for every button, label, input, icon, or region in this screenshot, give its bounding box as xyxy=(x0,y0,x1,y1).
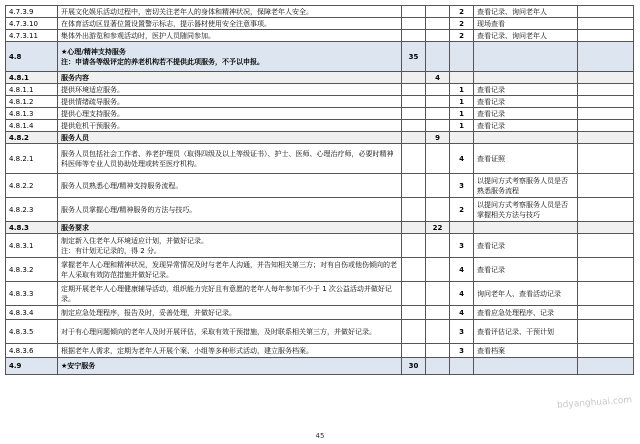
requirement-cell xyxy=(58,132,402,144)
subsection-score xyxy=(426,358,450,375)
requirement-cell xyxy=(58,72,402,84)
subsection-score xyxy=(426,344,450,358)
table-row xyxy=(6,30,634,42)
item-score: 1 xyxy=(450,108,474,120)
item-number: 4.7.3.10 xyxy=(6,18,58,30)
remarks-cell xyxy=(578,18,634,30)
section-row xyxy=(6,42,634,72)
requirement-cell xyxy=(58,344,402,358)
evaluation-method: 查看记录 xyxy=(474,234,578,258)
table-row xyxy=(6,18,634,30)
evaluation-method: 查看评估记录、干预计划 xyxy=(474,320,578,344)
requirement-text: 服务内容 xyxy=(61,73,89,82)
requirement-cell xyxy=(58,96,402,108)
requirement-text: 根据老年人需求，定期为老年人开展个案、小组等多种形式活动，建立服务档案。 xyxy=(61,346,313,355)
remarks-cell xyxy=(578,306,634,320)
requirement-cell xyxy=(58,108,402,120)
remarks-cell xyxy=(578,282,634,306)
remarks-cell xyxy=(578,108,634,120)
table-row xyxy=(6,174,634,198)
evaluation-method xyxy=(474,132,578,144)
evaluation-method xyxy=(474,42,578,72)
item-score xyxy=(450,42,474,72)
requirement-text: 服务人员掌握心理/精神服务的方法与技巧。 xyxy=(61,205,197,214)
requirement-cell xyxy=(58,234,402,258)
evaluation-method: 查看应急处理程序、记录 xyxy=(474,306,578,320)
remarks-cell xyxy=(578,144,634,174)
table-row xyxy=(6,6,634,18)
requirement-text: 提供心理支持服务。 xyxy=(61,109,124,118)
item-score: 2 xyxy=(450,30,474,42)
subsection-score: 22 xyxy=(426,222,450,234)
remarks-cell xyxy=(578,120,634,132)
requirement-cell xyxy=(58,258,402,282)
item-number: 4.8.3.3 xyxy=(6,282,58,306)
evaluation-method: 查看档案 xyxy=(474,344,578,358)
watermark: bdyanghuai.com xyxy=(556,395,633,411)
section-score xyxy=(402,320,426,344)
requirement-text: 在体育活动区显著位置设置警示标志，提示器材使用安全注意事项。 xyxy=(61,19,271,28)
evaluation-method: 查看记录 xyxy=(474,120,578,132)
section-score xyxy=(402,306,426,320)
evaluation-method: 以提问方式考察服务人员是否熟悉服务流程 xyxy=(474,174,578,198)
requirement-cell xyxy=(58,84,402,96)
subsection-score xyxy=(426,306,450,320)
subsection-score xyxy=(426,96,450,108)
remarks-cell xyxy=(578,42,634,72)
section-score xyxy=(402,6,426,18)
item-number: 4.8.1 xyxy=(6,72,58,84)
requirement-text: 服务人员包括社会工作者、养老护理员（取得四级及以上等级证书）、护士、医师、心理治疗师，必要时精神科医师等专业人员协助处理或转至医疗机构。 xyxy=(61,149,394,168)
section-score: 30 xyxy=(402,358,426,375)
item-number: 4.7.3.11 xyxy=(6,30,58,42)
subsection-score xyxy=(426,144,450,174)
item-number: 4.8.1.2 xyxy=(6,96,58,108)
subsection-score xyxy=(426,282,450,306)
subsection-score xyxy=(426,84,450,96)
section-score xyxy=(402,18,426,30)
subsection-score xyxy=(426,320,450,344)
remarks-cell xyxy=(578,258,634,282)
section-score xyxy=(402,72,426,84)
requirement-cell xyxy=(58,358,402,375)
subsection-score: 9 xyxy=(426,132,450,144)
section-score xyxy=(402,234,426,258)
evaluation-method xyxy=(474,72,578,84)
item-number: 4.9 xyxy=(6,358,58,375)
evaluation-method xyxy=(474,358,578,375)
evaluation-method: 查看记录 xyxy=(474,84,578,96)
table-row xyxy=(6,96,634,108)
remarks-cell xyxy=(578,30,634,42)
standards-table xyxy=(5,5,634,375)
table-row xyxy=(6,144,634,174)
table-row xyxy=(6,234,634,258)
item-score xyxy=(450,358,474,375)
item-number: 4.8.2.1 xyxy=(6,144,58,174)
evaluation-method: 查看记录、询问老年人 xyxy=(474,6,578,18)
item-number: 4.8.2 xyxy=(6,132,58,144)
item-score: 2 xyxy=(450,18,474,30)
requirement-text: 对于有心理问题倾向的老年人及时开展评估，采取有效干预措施，及时联系相关第三方，并做好记录。 xyxy=(61,327,376,336)
item-number: 4.8.3.4 xyxy=(6,306,58,320)
remarks-cell xyxy=(578,96,634,108)
item-score: 2 xyxy=(450,198,474,222)
requirement-text: ★心理/精神支持服务 xyxy=(61,47,126,56)
subsection-score: 4 xyxy=(426,72,450,84)
item-score: 3 xyxy=(450,234,474,258)
remarks-cell xyxy=(578,132,634,144)
requirement-cell xyxy=(58,198,402,222)
item-score: 4 xyxy=(450,258,474,282)
requirement-cell xyxy=(58,30,402,42)
item-score: 4 xyxy=(450,144,474,174)
section-score xyxy=(402,174,426,198)
requirement-cell xyxy=(58,320,402,344)
item-score: 4 xyxy=(450,282,474,306)
table-row xyxy=(6,320,634,344)
requirement-text: 制定应急处理程序，报告及时，妥善处理，并做好记录。 xyxy=(61,308,236,317)
remarks-cell xyxy=(578,84,634,96)
requirement-cell xyxy=(58,120,402,132)
requirement-cell xyxy=(58,42,402,72)
requirement-text: 服务人员 xyxy=(61,133,89,142)
evaluation-method: 以提问方式考察服务人员是否掌握相关方法与技巧 xyxy=(474,198,578,222)
table-row xyxy=(6,120,634,132)
requirement-note: 注：有计划无记录的，得 2 分。 xyxy=(61,246,161,255)
section-score xyxy=(402,120,426,132)
section-score xyxy=(402,132,426,144)
requirement-cell xyxy=(58,6,402,18)
subsection-score xyxy=(426,18,450,30)
remarks-cell xyxy=(578,234,634,258)
subsection-score xyxy=(426,120,450,132)
subsection-score xyxy=(426,108,450,120)
item-score: 3 xyxy=(450,174,474,198)
remarks-cell xyxy=(578,72,634,84)
item-number: 4.8.1.3 xyxy=(6,108,58,120)
evaluation-method: 查看证照 xyxy=(474,144,578,174)
item-number: 4.8.3.6 xyxy=(6,344,58,358)
requirement-text: 掌握老年人心理和精神状况，发现异常情况及时与老年人沟通，并告知相关第三方；对有自伤或他伤倾向的老年人采取有效防范措施并做好记录。 xyxy=(61,260,397,279)
remarks-cell xyxy=(578,198,634,222)
item-number: 4.8.3.1 xyxy=(6,234,58,258)
item-score: 1 xyxy=(450,96,474,108)
requirement-text: 定期开展老年人心理健康辅导活动，组织能力完好且有意愿的老年人每年参加不少于 1 次公益活动并做好记录。 xyxy=(61,284,392,303)
item-score: 4 xyxy=(450,306,474,320)
item-score xyxy=(450,132,474,144)
requirement-cell xyxy=(58,222,402,234)
item-score: 1 xyxy=(450,84,474,96)
subsection-score xyxy=(426,6,450,18)
requirement-text: ★安宁服务 xyxy=(61,362,96,370)
section-score xyxy=(402,344,426,358)
subsection-score xyxy=(426,42,450,72)
requirement-text: 提供环境适应服务。 xyxy=(61,85,124,94)
requirement-text: 开展文化娱乐活动过程中，密切关注老年人的身体和精神状况，保障老年人安全。 xyxy=(61,7,313,16)
subsection-score xyxy=(426,174,450,198)
remarks-cell xyxy=(578,222,634,234)
item-score: 2 xyxy=(450,6,474,18)
item-number: 4.8.1.1 xyxy=(6,84,58,96)
subsection-row xyxy=(6,132,634,144)
page-number: 45 xyxy=(315,432,325,440)
remarks-cell xyxy=(578,344,634,358)
item-number: 4.8.3.2 xyxy=(6,258,58,282)
section-score xyxy=(402,222,426,234)
requirement-text: 集体外出游览和参观活动时，医护人员随同参加。 xyxy=(61,31,215,40)
table-row xyxy=(6,108,634,120)
requirement-note: 注：申请各等级评定的养老机构若不提供此项服务，不予以申报。 xyxy=(61,57,264,66)
item-score xyxy=(450,222,474,234)
section-score xyxy=(402,144,426,174)
section-score xyxy=(402,30,426,42)
section-score xyxy=(402,84,426,96)
item-number: 4.8.2.3 xyxy=(6,198,58,222)
evaluation-method: 查看记录、询问老年人 xyxy=(474,30,578,42)
item-number: 4.8.3.5 xyxy=(6,320,58,344)
remarks-cell xyxy=(578,358,634,375)
evaluation-method xyxy=(474,222,578,234)
table-row xyxy=(6,198,634,222)
requirement-cell xyxy=(58,174,402,198)
section-score xyxy=(402,258,426,282)
evaluation-method: 查看记录 xyxy=(474,96,578,108)
evaluation-method: 询问老年人、查看活动记录 xyxy=(474,282,578,306)
item-score xyxy=(450,72,474,84)
subsection-score xyxy=(426,258,450,282)
evaluation-method: 查看记录 xyxy=(474,258,578,282)
remarks-cell xyxy=(578,6,634,18)
subsection-row xyxy=(6,222,634,234)
subsection-row xyxy=(6,72,634,84)
section-score xyxy=(402,108,426,120)
section-score xyxy=(402,96,426,108)
table-row xyxy=(6,282,634,306)
subsection-score xyxy=(426,30,450,42)
section-score xyxy=(402,282,426,306)
section-row xyxy=(6,358,634,375)
requirement-cell xyxy=(58,282,402,306)
item-number: 4.8 xyxy=(6,42,58,72)
item-score: 1 xyxy=(450,120,474,132)
subsection-score xyxy=(426,234,450,258)
item-score: 3 xyxy=(450,344,474,358)
remarks-cell xyxy=(578,174,634,198)
item-number: 4.8.1.4 xyxy=(6,120,58,132)
item-number: 4.7.3.9 xyxy=(6,6,58,18)
requirement-text: 提供危机干预服务。 xyxy=(61,121,124,130)
requirement-text: 服务人员熟悉心理/精神支持服务流程。 xyxy=(61,181,183,190)
item-number: 4.8.2.2 xyxy=(6,174,58,198)
requirement-text: 服务要求 xyxy=(61,223,89,232)
evaluation-method: 现场查看 xyxy=(474,18,578,30)
section-score xyxy=(402,198,426,222)
requirement-cell xyxy=(58,144,402,174)
item-score: 3 xyxy=(450,320,474,344)
table-body xyxy=(6,6,634,375)
requirement-text: 制定新入住老年人环境适应计划，并做好记录。 xyxy=(61,236,208,245)
table-row xyxy=(6,306,634,320)
table-row xyxy=(6,258,634,282)
remarks-cell xyxy=(578,320,634,344)
item-number: 4.8.3 xyxy=(6,222,58,234)
requirement-cell xyxy=(58,306,402,320)
section-score: 35 xyxy=(402,42,426,72)
evaluation-method: 查看记录 xyxy=(474,108,578,120)
requirement-cell xyxy=(58,18,402,30)
table-row xyxy=(6,344,634,358)
table-row xyxy=(6,84,634,96)
requirement-text: 提供情绪疏导服务。 xyxy=(61,97,124,106)
subsection-score xyxy=(426,198,450,222)
